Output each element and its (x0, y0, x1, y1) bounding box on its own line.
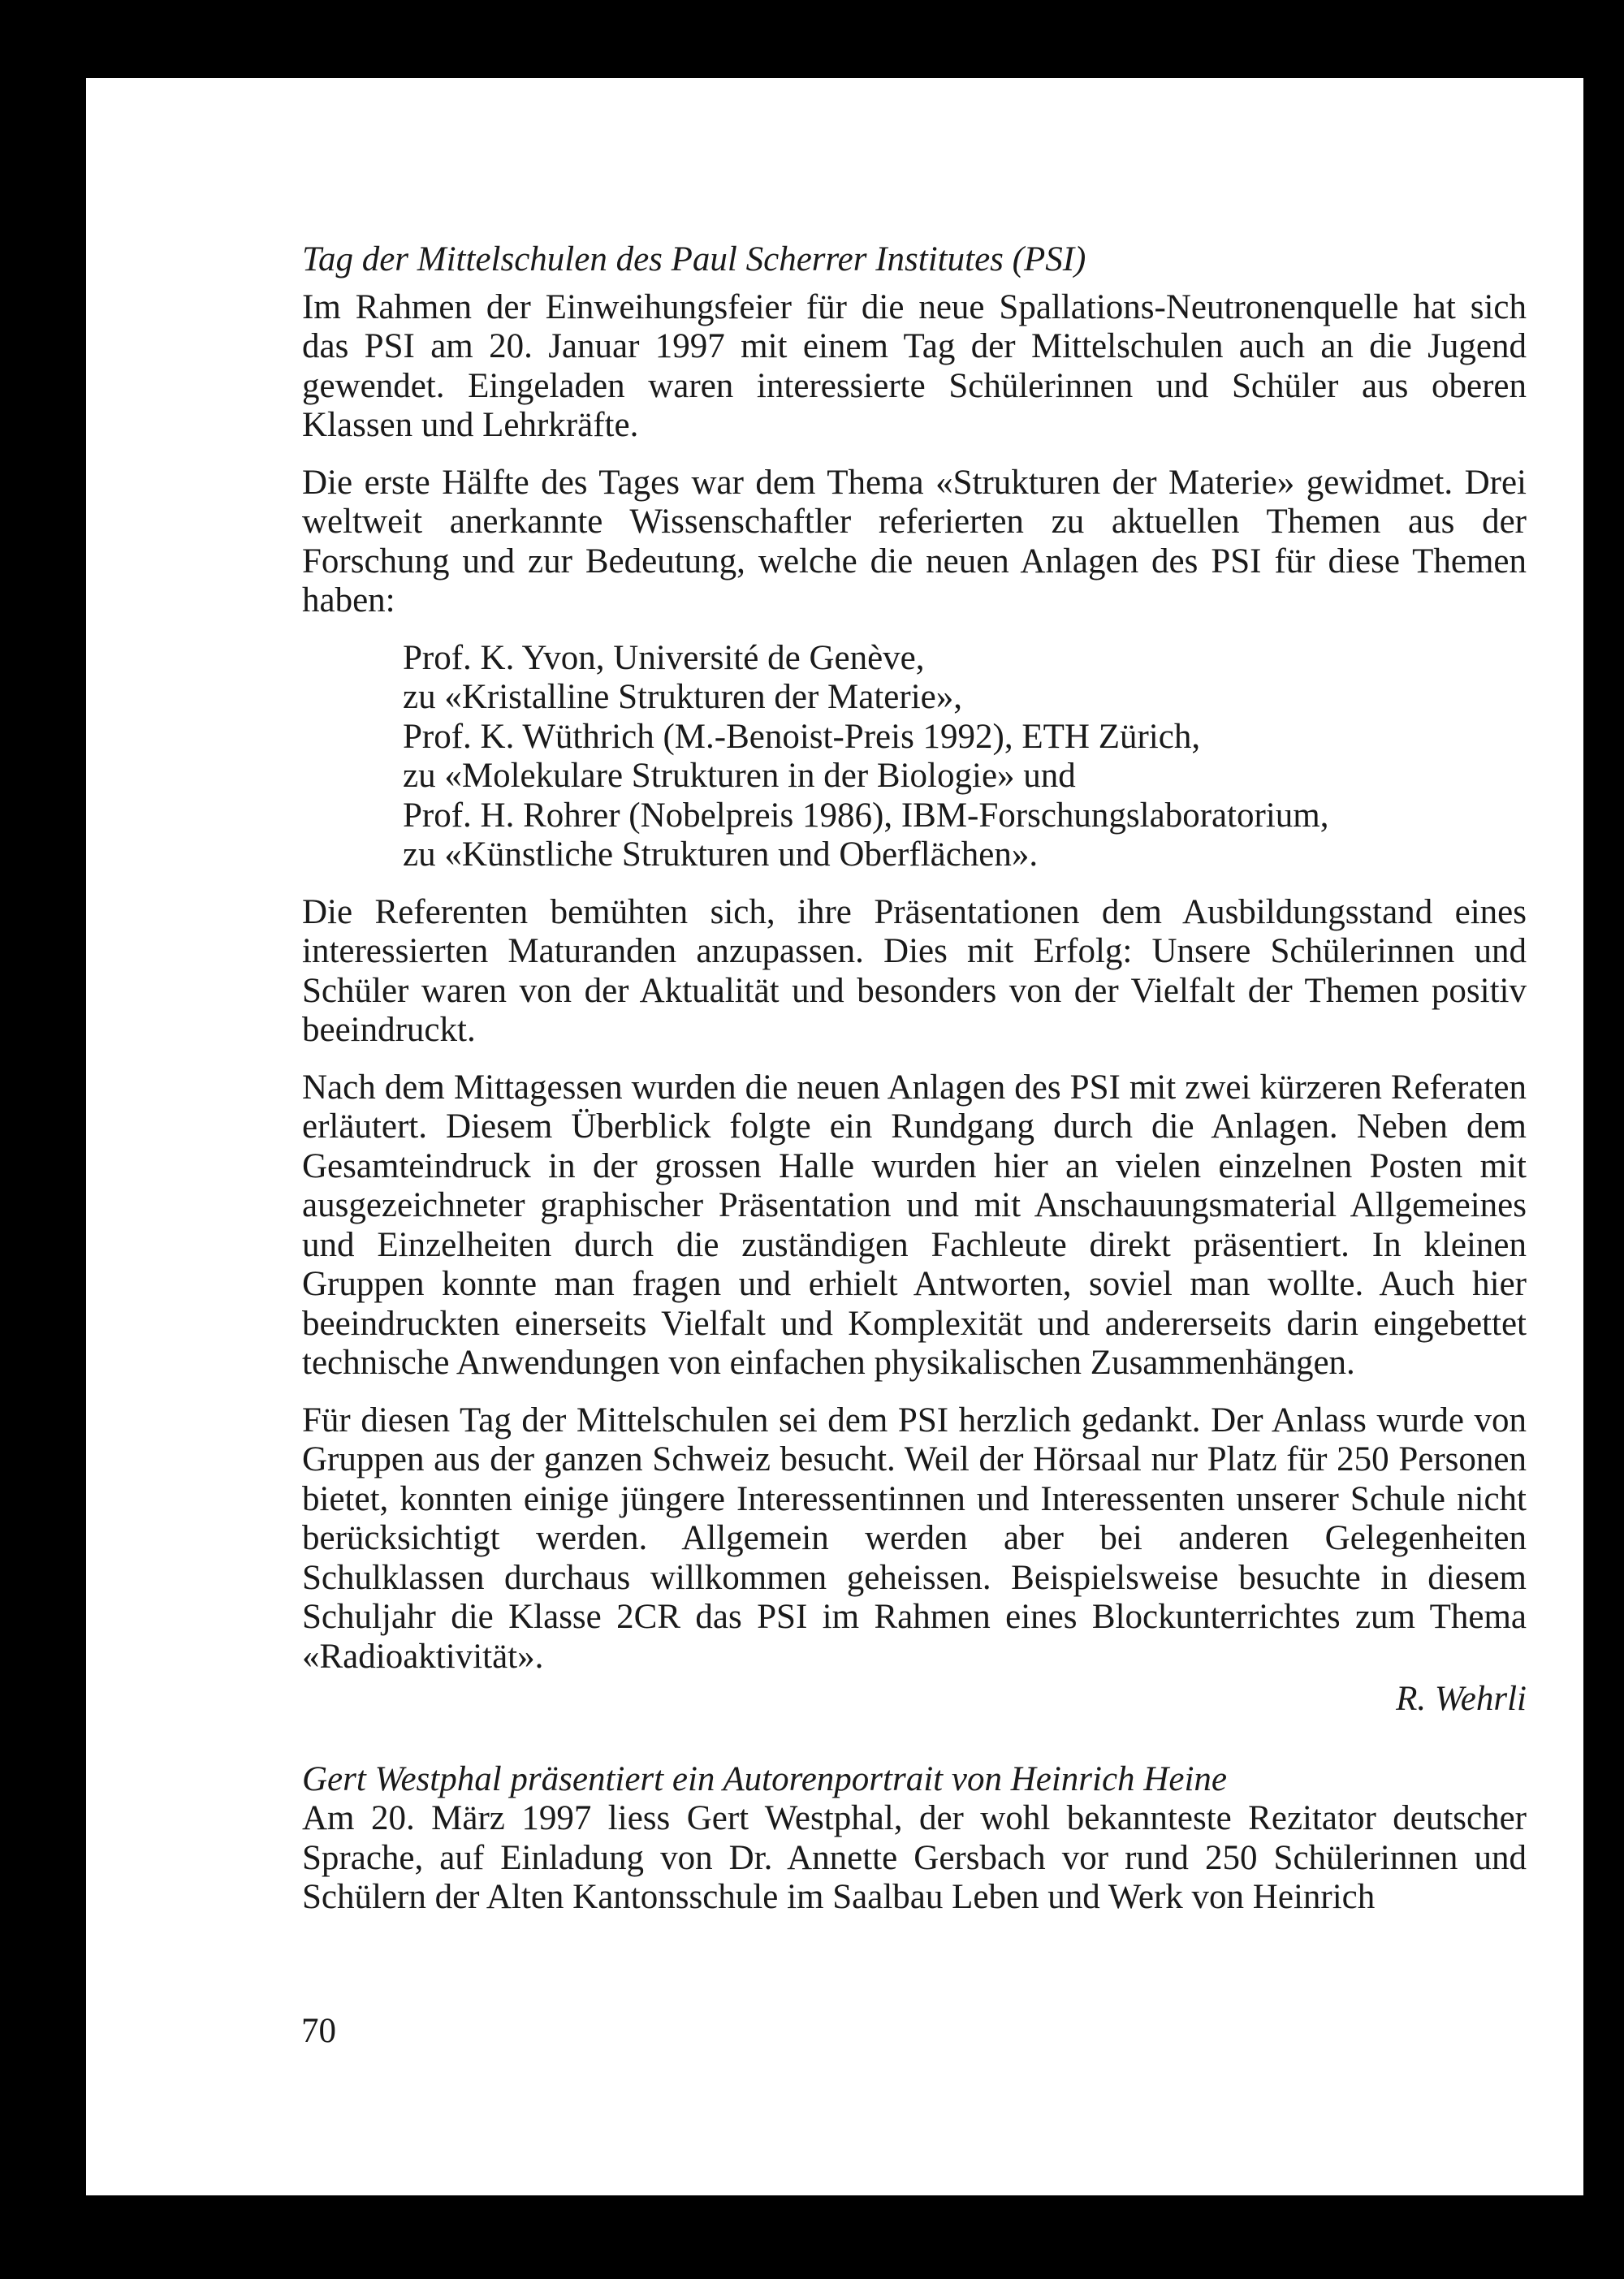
author-signature: R. Wehrli (1396, 1680, 1527, 1718)
speaker-line: Prof. K. Yvon, Université de Genève, (403, 638, 925, 677)
section-title-psi: Tag der Mittelschulen des Paul Scherrer Institutes (PSI) (302, 240, 1086, 278)
section-spacer (302, 1720, 1527, 1760)
section-title-westphal: Gert Westphal präsentiert ein Autorenportrait von Heinrich Heine (302, 1759, 1227, 1798)
speaker-topic-line: zu «Künstliche Strukturen und Oberflächen». (403, 835, 1039, 874)
paragraph: Nach dem Mittagessen wurden die neuen Anlagen des PSI mit zwei kürzeren Referaten erläutert. Diesem Überblick folgte ein Rundgang durch die Anlagen. Neben dem Gesamteindruck in der grossen Halle wurden hier an vielen einzelnen Posten mit ausgezeichneter graphischer Präsentation und mit Anschauungsmaterial Allgemeines und Einzelheiten durch die zuständigen Fachleute direkt präsentiert. In kleinen Gruppen konnte man fragen und erhielt Antworten, soviel man wollte. Auch hier beeindruckten einerseits Vielfalt und Komplexität und andererseits darin eingebettet technische Anwendungen von einfachen physikalischen Zusammenhängen. (302, 1068, 1527, 1382)
speaker-topic-line: zu «Molekulare Strukturen in der Biologie» und (403, 757, 1076, 795)
paragraph: Die erste Hälfte des Tages war dem Thema «Strukturen der Materie» gewidmet. Drei weltweit anerkannte Wissenschaftler referierten zu aktuellen Themen aus der Forschung und zur Bedeutung, welche die neuen Anlagen des PSI für diese Themen haben: (302, 463, 1527, 619)
paragraph: Für diesen Tag der Mittelschulen sei dem PSI herzlich gedankt. Der Anlass wurde von Gruppen aus der ganzen Schweiz besucht. Weil der Hörsaal nur Platz für 250 Personen bietet, konnten einige jüngere Interessentinnen und Interessenten unserer Schule nicht berücksichtigt werden. Allgemein werden aber bei anderen Gelegenheiten Schulklassen durchaus willkommen geheissen. Beispielsweise besuchte in diesem Schuljahr die Klasse 2CR das PSI im Rahmen eines Blockunterrichtes zum Thema «Radioaktivität». (302, 1401, 1527, 1676)
speaker-line: Prof. K. Wüthrich (M.-Benoist-Preis 1992), ETH Zürich, (403, 717, 1201, 756)
page-number: 70 (301, 2012, 336, 2050)
paragraph: Die Referenten bemühten sich, ihre Präsentationen dem Ausbildungsstand eines interessierten Maturanden anzupassen. Dies mit Erfolg: Unsere Schülerinnen und Schüler waren von der Aktualität und besonders von der Vielfalt der Themen positiv beeindruckt. (302, 892, 1527, 1049)
document-page (86, 78, 1583, 2195)
paragraph: Am 20. März 1997 liess Gert Westphal, der wohl bekannteste Rezitator deutscher Sprache, auf Einladung von Dr. Annette Gersbach vor rund 250 Schülerinnen und Schülern der Alten Kantonsschule im Saalbau Leben und Werk von Heinrich (302, 1799, 1527, 1916)
speaker-list (302, 639, 1527, 875)
page-content (302, 240, 1527, 1936)
speaker-topic-line: zu «Kristalline Strukturen der Materie», (403, 678, 962, 716)
speaker-line: Prof. H. Rohrer (Nobelpreis 1986), IBM-Forschungslaboratorium, (403, 796, 1329, 835)
paragraph: Im Rahmen der Einweihungsfeier für die neue Spallations-Neutronenquelle hat sich das PSI am 20. Januar 1997 mit einem Tag der Mittelschulen auch an die Jugend gewendet. Eingeladen waren interessierte Schülerinnen und Schüler aus oberen Klassen und Lehrkräfte. (302, 287, 1527, 444)
